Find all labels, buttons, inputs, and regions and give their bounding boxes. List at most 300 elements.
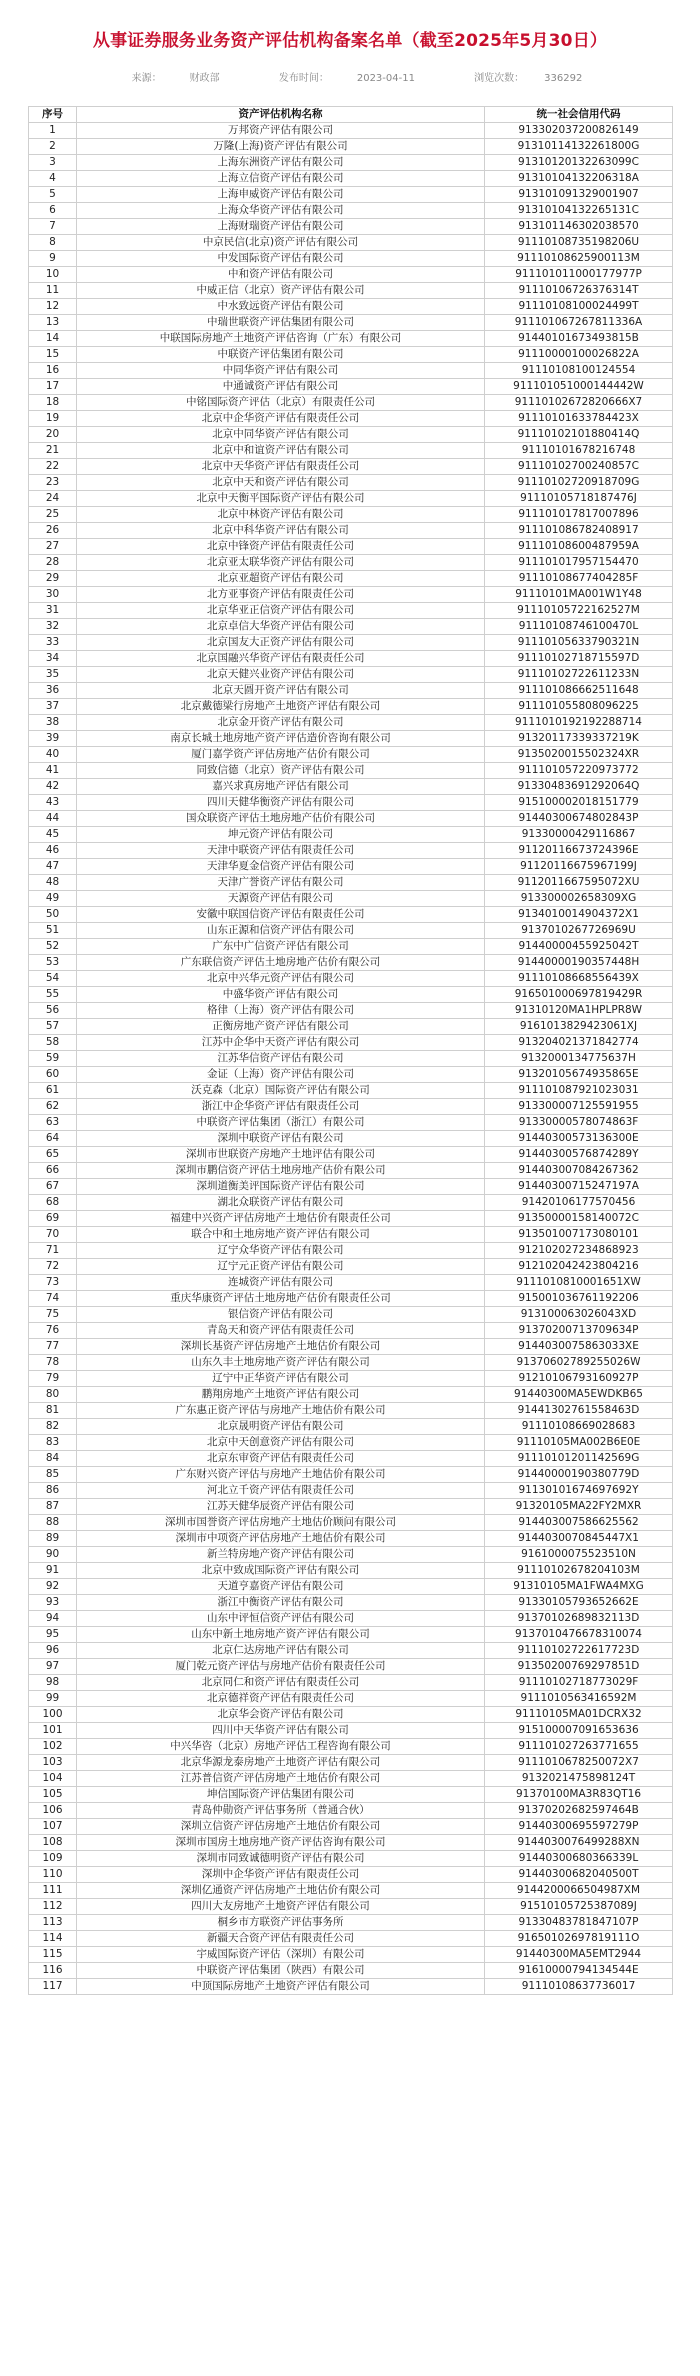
- row-institution-name: 浙江中衡资产评估有限公司: [77, 1595, 485, 1611]
- row-institution-name: 四川中天华资产评估有限公司: [77, 1723, 485, 1739]
- table-row: [29, 891, 673, 907]
- row-index: 105: [29, 1787, 77, 1803]
- row-credit-code: 91350000158140072C: [485, 1211, 673, 1227]
- row-credit-code: 91110102700240857C: [485, 459, 673, 475]
- row-index: 15: [29, 347, 77, 363]
- row-index: 8: [29, 235, 77, 251]
- row-index: 72: [29, 1259, 77, 1275]
- table-row: [29, 1019, 673, 1035]
- row-credit-code: 913300002658309XG: [485, 891, 673, 907]
- row-credit-code: 915100002018151779: [485, 795, 673, 811]
- row-index: 97: [29, 1659, 77, 1675]
- row-index: 30: [29, 587, 77, 603]
- row-index: 17: [29, 379, 77, 395]
- table-row: [29, 1723, 673, 1739]
- row-index: 89: [29, 1531, 77, 1547]
- table-row: [29, 587, 673, 603]
- row-institution-name: 深圳市鹏信资产评估土地房地产估价有限公司: [77, 1163, 485, 1179]
- row-institution-name: 北京国友大正资产评估有限公司: [77, 635, 485, 651]
- row-institution-name: 中发国际资产评估有限公司: [77, 251, 485, 267]
- publish-date-info: [265, 73, 429, 84]
- row-index: 106: [29, 1803, 77, 1819]
- table-row: [29, 523, 673, 539]
- row-institution-name: 北京华源龙泰房地产土地资产评估有限公司: [77, 1755, 485, 1771]
- row-credit-code: 91110108100024499T: [485, 299, 673, 315]
- row-credit-code: 9135020015502324XR: [485, 747, 673, 763]
- table-row: [29, 955, 673, 971]
- row-institution-name: 北京天圆开资产评估有限公司: [77, 683, 485, 699]
- row-credit-code: 91110108600487959A: [485, 539, 673, 555]
- row-institution-name: 北方亚事资产评估有限责任公司: [77, 587, 485, 603]
- row-index: 5: [29, 187, 77, 203]
- row-institution-name: 同致信德（北京）资产评估有限公司: [77, 763, 485, 779]
- row-institution-name: 中京民信(北京)资产评估有限公司: [77, 235, 485, 251]
- row-credit-code: 91110101201142569G: [485, 1451, 673, 1467]
- table-row: [29, 699, 673, 715]
- table-row: [29, 1371, 673, 1387]
- row-credit-code: 91440300682040500T: [485, 1867, 673, 1883]
- row-index: 11: [29, 283, 77, 299]
- row-index: 91: [29, 1563, 77, 1579]
- row-institution-name: 福建中兴资产评估房地产土地估价有限责任公司: [77, 1211, 485, 1227]
- table-row: [29, 1099, 673, 1115]
- table-row: [29, 155, 673, 171]
- row-index: 20: [29, 427, 77, 443]
- row-credit-code: 91420106177570456: [485, 1195, 673, 1211]
- row-credit-code: 91440300MA5EWDKB65: [485, 1387, 673, 1403]
- row-institution-name: 中通诚资产评估有限公司: [77, 379, 485, 395]
- table-row: [29, 331, 673, 347]
- table-row: [29, 939, 673, 955]
- row-index: 101: [29, 1723, 77, 1739]
- row-credit-code: 913204021371842774: [485, 1035, 673, 1051]
- table-row: [29, 1611, 673, 1627]
- row-index: 109: [29, 1851, 77, 1867]
- row-index: 34: [29, 651, 77, 667]
- row-index: 28: [29, 555, 77, 571]
- row-institution-name: 北京中天衡平国际资产评估有限公司: [77, 491, 485, 507]
- table-row: [29, 667, 673, 683]
- row-institution-name: 北京中林资产评估有限公司: [77, 507, 485, 523]
- row-index: 50: [29, 907, 77, 923]
- row-index: 22: [29, 459, 77, 475]
- table-row: [29, 187, 673, 203]
- table-row: [29, 1195, 673, 1211]
- row-credit-code: 912102042423804216: [485, 1259, 673, 1275]
- row-institution-name: 中联国际房地产土地资产评估咨询（广东）有限公司: [77, 331, 485, 347]
- row-index: 69: [29, 1211, 77, 1227]
- table-row: [29, 1947, 673, 1963]
- row-credit-code: 9132000134775637H: [485, 1051, 673, 1067]
- row-institution-name: 江苏华信资产评估有限公司: [77, 1051, 485, 1067]
- table-row: [29, 1867, 673, 1883]
- row-institution-name: 上海众华资产评估有限公司: [77, 203, 485, 219]
- row-institution-name: 坤元资产评估有限公司: [77, 827, 485, 843]
- row-credit-code: 9111010192192288714: [485, 715, 673, 731]
- table-row: [29, 619, 673, 635]
- row-credit-code: 911101051000144442W: [485, 379, 673, 395]
- table-row: [29, 427, 673, 443]
- row-credit-code: 91110102722611233N: [485, 667, 673, 683]
- row-index: 54: [29, 971, 77, 987]
- row-index: 71: [29, 1243, 77, 1259]
- row-institution-name: 北京中科华资产评估有限公司: [77, 523, 485, 539]
- table-row: [29, 1035, 673, 1051]
- row-institution-name: 北京中天创意资产评估有限公司: [77, 1435, 485, 1451]
- row-credit-code: 9134010014904372X1: [485, 907, 673, 923]
- row-credit-code: 911101087921023031: [485, 1083, 673, 1099]
- table-row: [29, 715, 673, 731]
- table-row: [29, 1787, 673, 1803]
- row-credit-code: 9161000075523510N: [485, 1547, 673, 1563]
- table-row: [29, 1307, 673, 1323]
- row-institution-name: 深圳道衡美评国际资产评估有限公司: [77, 1179, 485, 1195]
- table-row: [29, 475, 673, 491]
- row-institution-name: 北京中企华资产评估有限责任公司: [77, 411, 485, 427]
- row-credit-code: 91110102722617723D: [485, 1643, 673, 1659]
- row-index: 13: [29, 315, 77, 331]
- row-institution-name: 天津中联资产评估有限责任公司: [77, 843, 485, 859]
- table-row: [29, 1259, 673, 1275]
- row-institution-name: 新兰特房地产资产评估有限公司: [77, 1547, 485, 1563]
- row-credit-code: 9111010810001651XW: [485, 1275, 673, 1291]
- table-row: [29, 1403, 673, 1419]
- row-index: 113: [29, 1915, 77, 1931]
- row-credit-code: 91370100MA3R83QT16: [485, 1787, 673, 1803]
- row-credit-code: 91110102101880414Q: [485, 427, 673, 443]
- table-row: [29, 1003, 673, 1019]
- date-value: 2023-04-11: [356, 73, 415, 84]
- table-row: [29, 923, 673, 939]
- row-index: 43: [29, 795, 77, 811]
- row-credit-code: 91440300680366339L: [485, 1851, 673, 1867]
- table-row: [29, 1483, 673, 1499]
- row-index: 19: [29, 411, 77, 427]
- row-index: 16: [29, 363, 77, 379]
- table-row: [29, 1707, 673, 1723]
- row-credit-code: 91130101674697692Y: [485, 1483, 673, 1499]
- row-institution-name: 青岛仲勋资产评估事务所（普通合伙）: [77, 1803, 485, 1819]
- table-row: [29, 251, 673, 267]
- row-institution-name: 深圳市中项资产评估房地产土地估价有限公司: [77, 1531, 485, 1547]
- row-credit-code: 91310114132261800G: [485, 139, 673, 155]
- table-row: [29, 1131, 673, 1147]
- row-institution-name: 金证（上海）资产评估有限公司: [77, 1067, 485, 1083]
- row-index: 93: [29, 1595, 77, 1611]
- row-index: 64: [29, 1131, 77, 1147]
- row-institution-name: 上海申威资产评估有限公司: [77, 187, 485, 203]
- row-institution-name: 北京亚太联华资产评估有限公司: [77, 555, 485, 571]
- row-index: 9: [29, 251, 77, 267]
- row-index: 77: [29, 1339, 77, 1355]
- row-index: 59: [29, 1051, 77, 1067]
- row-index: 58: [29, 1035, 77, 1051]
- table-row: [29, 1595, 673, 1611]
- row-institution-name: 北京亚超资产评估有限公司: [77, 571, 485, 587]
- table-row: [29, 859, 673, 875]
- row-credit-code: 9111010563416592M: [485, 1691, 673, 1707]
- table-row: [29, 875, 673, 891]
- row-credit-code: 911101017957154470: [485, 555, 673, 571]
- row-institution-name: 北京中锋资产评估有限责任公司: [77, 539, 485, 555]
- row-credit-code: 91110102720918709G: [485, 475, 673, 491]
- table-row: [29, 1531, 673, 1547]
- row-credit-code: 913101091329001907: [485, 187, 673, 203]
- row-credit-code: 91350200769297851D: [485, 1659, 673, 1675]
- table-header-row: [29, 107, 673, 123]
- row-index: 38: [29, 715, 77, 731]
- row-institution-name: 北京戴德梁行房地产土地资产评估有限公司: [77, 699, 485, 715]
- row-institution-name: 中和资产评估有限公司: [77, 267, 485, 283]
- table-row: [29, 1803, 673, 1819]
- row-credit-code: 914403007084267362: [485, 1163, 673, 1179]
- row-credit-code: 91110105MA002B6E0E: [485, 1435, 673, 1451]
- row-index: 51: [29, 923, 77, 939]
- row-credit-code: 91210106793160927P: [485, 1371, 673, 1387]
- row-index: 68: [29, 1195, 77, 1211]
- row-index: 61: [29, 1083, 77, 1099]
- table-row: [29, 1499, 673, 1515]
- row-institution-name: 深圳市国房土地房地产资产评估咨询有限公司: [77, 1835, 485, 1851]
- row-institution-name: 深圳中联资产评估有限公司: [77, 1131, 485, 1147]
- header-index: 序号: [29, 107, 77, 123]
- row-institution-name: 银信资产评估有限公司: [77, 1307, 485, 1323]
- table-body: [29, 123, 673, 1995]
- row-institution-name: 国众联资产评估土地房地产估价有限公司: [77, 811, 485, 827]
- row-credit-code: 91440300715247197A: [485, 1179, 673, 1195]
- row-index: 83: [29, 1435, 77, 1451]
- row-index: 116: [29, 1963, 77, 1979]
- table-row: [29, 651, 673, 667]
- row-institution-name: 江苏天健华辰资产评估有限公司: [77, 1499, 485, 1515]
- row-index: 110: [29, 1867, 77, 1883]
- row-institution-name: 山东中评恒信资产评估有限公司: [77, 1611, 485, 1627]
- row-institution-name: 广东联信资产评估土地房地产估价有限公司: [77, 955, 485, 971]
- row-institution-name: 北京华会资产评估有限公司: [77, 1707, 485, 1723]
- row-institution-name: 中瑞世联资产评估集团有限公司: [77, 315, 485, 331]
- table-row: [29, 1915, 673, 1931]
- row-index: 81: [29, 1403, 77, 1419]
- row-credit-code: 911101086782408917: [485, 523, 673, 539]
- row-index: 76: [29, 1323, 77, 1339]
- row-institution-name: 北京天健兴业资产评估有限公司: [77, 667, 485, 683]
- row-index: 73: [29, 1275, 77, 1291]
- row-index: 63: [29, 1115, 77, 1131]
- row-index: 26: [29, 523, 77, 539]
- article-meta: [0, 72, 700, 86]
- row-credit-code: 913501007173080101: [485, 1227, 673, 1243]
- row-institution-name: 中顶国际房地产土地资产评估有限公司: [77, 1979, 485, 1995]
- table-row: [29, 1355, 673, 1371]
- registry-table: [28, 106, 673, 1995]
- row-institution-name: 天道亨嘉资产评估有限公司: [77, 1579, 485, 1595]
- row-index: 95: [29, 1627, 77, 1643]
- row-index: 14: [29, 331, 77, 347]
- row-credit-code: 91440101673493815B: [485, 331, 673, 347]
- row-credit-code: 91370602789255026W: [485, 1355, 673, 1371]
- row-credit-code: 9137010476678310074: [485, 1627, 673, 1643]
- row-index: 10: [29, 267, 77, 283]
- table-row: [29, 1227, 673, 1243]
- row-index: 31: [29, 603, 77, 619]
- row-credit-code: 915100007091653636: [485, 1723, 673, 1739]
- table-row: [29, 987, 673, 1003]
- row-index: 78: [29, 1355, 77, 1371]
- row-index: 67: [29, 1179, 77, 1195]
- row-credit-code: 91110108637736017: [485, 1979, 673, 1995]
- row-index: 29: [29, 571, 77, 587]
- row-credit-code: 913100063026043XD: [485, 1307, 673, 1323]
- table-row: [29, 1675, 673, 1691]
- row-institution-name: 上海立信资产评估有限公司: [77, 171, 485, 187]
- row-index: 103: [29, 1755, 77, 1771]
- table-row: [29, 443, 673, 459]
- row-index: 70: [29, 1227, 77, 1243]
- table-row: [29, 571, 673, 587]
- table-row: [29, 1739, 673, 1755]
- row-credit-code: 9144200066504987XM: [485, 1883, 673, 1899]
- row-credit-code: 91110000100026822A: [485, 347, 673, 363]
- row-index: 65: [29, 1147, 77, 1163]
- row-credit-code: 91510105725387089J: [485, 1899, 673, 1915]
- row-institution-name: 中铭国际资产评估（北京）有限责任公司: [77, 395, 485, 411]
- row-index: 25: [29, 507, 77, 523]
- row-institution-name: 上海东洲资产评估有限公司: [77, 155, 485, 171]
- row-institution-name: 青岛天和资产评估有限责任公司: [77, 1323, 485, 1339]
- row-credit-code: 91110105722162527M: [485, 603, 673, 619]
- row-institution-name: 北京中天华资产评估有限责任公司: [77, 459, 485, 475]
- table-row: [29, 1899, 673, 1915]
- row-credit-code: 914403007586625562: [485, 1515, 673, 1531]
- row-credit-code: 91440000190380779D: [485, 1467, 673, 1483]
- registry-table-wrap: [28, 106, 672, 1995]
- table-row: [29, 1419, 673, 1435]
- row-institution-name: 鹏翔房地产土地资产评估有限公司: [77, 1387, 485, 1403]
- row-index: 66: [29, 1163, 77, 1179]
- table-row: [29, 1691, 673, 1707]
- table-row: [29, 1659, 673, 1675]
- row-credit-code: 91110101678216748: [485, 443, 673, 459]
- row-index: 104: [29, 1771, 77, 1787]
- row-index: 44: [29, 811, 77, 827]
- table-row: [29, 1115, 673, 1131]
- row-institution-name: 连城资产评估有限公司: [77, 1275, 485, 1291]
- row-credit-code: 91310120MA1HPLPR8W: [485, 1003, 673, 1019]
- row-credit-code: 9144030070845447X1: [485, 1531, 673, 1547]
- row-credit-code: 91440000190357448H: [485, 955, 673, 971]
- row-index: 47: [29, 859, 77, 875]
- table-row: [29, 1579, 673, 1595]
- row-credit-code: 911101055808096225: [485, 699, 673, 715]
- row-index: 41: [29, 763, 77, 779]
- row-credit-code: 913101146302038570: [485, 219, 673, 235]
- row-credit-code: 91110108669028683: [485, 1419, 673, 1435]
- views-value: 336292: [544, 73, 583, 84]
- table-row: [29, 811, 673, 827]
- row-institution-name: 北京同仁和资产评估有限责任公司: [77, 1675, 485, 1691]
- row-institution-name: 浙江中企华资产评估有限责任公司: [77, 1099, 485, 1115]
- table-row: [29, 1147, 673, 1163]
- row-institution-name: 北京中兴华元资产评估有限公司: [77, 971, 485, 987]
- row-credit-code: 91370202682597464B: [485, 1803, 673, 1819]
- table-row: [29, 1339, 673, 1355]
- table-row: [29, 171, 673, 187]
- row-index: 49: [29, 891, 77, 907]
- table-row: [29, 1851, 673, 1867]
- table-row: [29, 267, 673, 283]
- row-credit-code: 91370200713709634P: [485, 1323, 673, 1339]
- table-row: [29, 1467, 673, 1483]
- row-credit-code: 91440300576874289Y: [485, 1147, 673, 1163]
- row-credit-code: 91110108625900113M: [485, 251, 673, 267]
- row-institution-name: 北京晟明资产评估有限公司: [77, 1419, 485, 1435]
- table-row: [29, 1051, 673, 1067]
- row-institution-name: 辽宁中正华资产评估有限公司: [77, 1371, 485, 1387]
- row-institution-name: 桐乡市方联资产评估事务所: [77, 1915, 485, 1931]
- row-institution-name: 嘉兴求真房地产评估有限公司: [77, 779, 485, 795]
- row-credit-code: 91310104132206318A: [485, 171, 673, 187]
- table-row: [29, 395, 673, 411]
- row-index: 18: [29, 395, 77, 411]
- row-index: 45: [29, 827, 77, 843]
- row-credit-code: 91330483781847107P: [485, 1915, 673, 1931]
- table-row: [29, 411, 673, 427]
- row-index: 94: [29, 1611, 77, 1627]
- row-index: 117: [29, 1979, 77, 1995]
- row-credit-code: 91110108735198206U: [485, 235, 673, 251]
- table-row: [29, 315, 673, 331]
- row-institution-name: 深圳亿通资产评估房地产土地估价有限公司: [77, 1883, 485, 1899]
- row-credit-code: 9112011667595072XU: [485, 875, 673, 891]
- row-institution-name: 深圳市国誉资产评估房地产土地估价顾问有限公司: [77, 1515, 485, 1531]
- row-index: 87: [29, 1499, 77, 1515]
- row-institution-name: 北京仁达房地产评估有限公司: [77, 1643, 485, 1659]
- row-index: 2: [29, 139, 77, 155]
- row-institution-name: 坤信国际资产评估集团有限公司: [77, 1787, 485, 1803]
- row-institution-name: 中盛华资产评估有限公司: [77, 987, 485, 1003]
- row-institution-name: 广东中广信资产评估有限公司: [77, 939, 485, 955]
- row-credit-code: 915001036761192206: [485, 1291, 673, 1307]
- row-index: 33: [29, 635, 77, 651]
- row-institution-name: 山东正源和信资产评估有限公司: [77, 923, 485, 939]
- row-credit-code: 91440300573136300E: [485, 1131, 673, 1147]
- row-institution-name: 辽宁众华资产评估有限公司: [77, 1243, 485, 1259]
- row-credit-code: 91370102689832113D: [485, 1611, 673, 1627]
- table-row: [29, 203, 673, 219]
- row-institution-name: 联合中和土地房地产资产评估有限公司: [77, 1227, 485, 1243]
- row-institution-name: 北京中同华资产评估有限公司: [77, 427, 485, 443]
- row-credit-code: 91310104132265131C: [485, 203, 673, 219]
- table-row: [29, 747, 673, 763]
- source-label: 来源：: [131, 73, 162, 84]
- table-row: [29, 235, 673, 251]
- row-institution-name: 上海财瑞资产评估有限公司: [77, 219, 485, 235]
- table-row: [29, 491, 673, 507]
- row-index: 21: [29, 443, 77, 459]
- row-credit-code: 91110102718715597D: [485, 651, 673, 667]
- table-row: [29, 907, 673, 923]
- table-row: [29, 1451, 673, 1467]
- row-institution-name: 天津华夏金信资产评估有限公司: [77, 859, 485, 875]
- row-index: 12: [29, 299, 77, 315]
- row-credit-code: 91330483691292064Q: [485, 779, 673, 795]
- row-institution-name: 天源资产评估有限公司: [77, 891, 485, 907]
- row-credit-code: 916501000697819429R: [485, 987, 673, 1003]
- table-row: [29, 763, 673, 779]
- row-credit-code: 91110108100124554: [485, 363, 673, 379]
- page-title: 从事证券服务业务资产评估机构备案名单（截至2025年5月30日）: [92, 31, 608, 51]
- table-row: [29, 603, 673, 619]
